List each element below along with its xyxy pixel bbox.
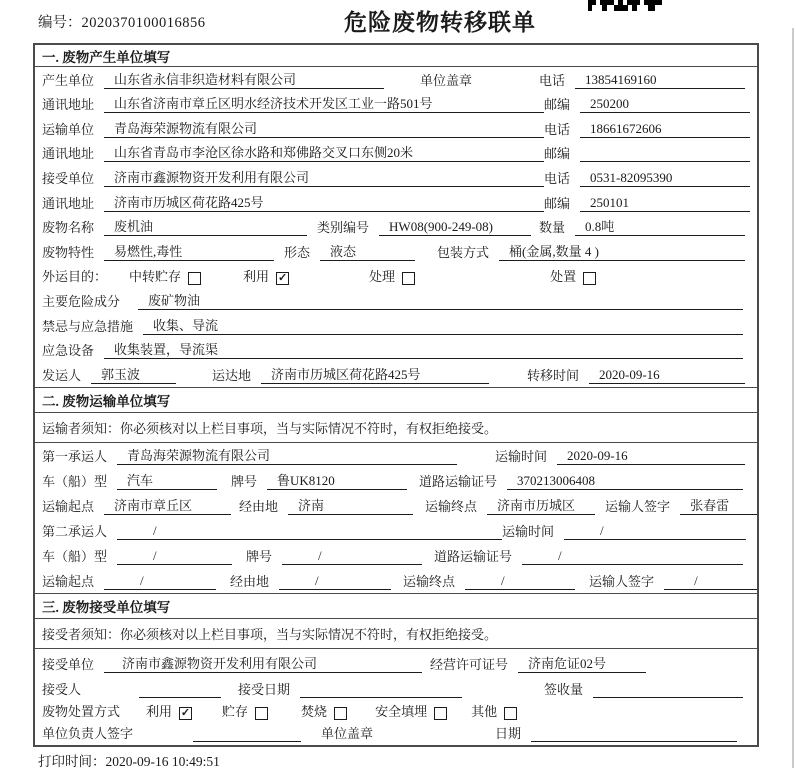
outbound-purpose-label: 外运目的： — [42, 269, 108, 285]
emergency-equipment-row — [35, 338, 757, 363]
producer-address-row — [35, 92, 757, 117]
route-start-label: 运输起点 — [42, 498, 95, 514]
receiver-person-value — [139, 681, 221, 698]
route-end-value-2: / — [465, 573, 575, 590]
checkbox-incinerate — [334, 707, 347, 720]
receiving-unit-value: 济南市鑫源物资开发利用有限公司 — [104, 653, 422, 673]
page-title: 危险废物转移联单 — [344, 10, 536, 35]
responsible-signature-label: 单位负责人签字 — [42, 725, 134, 741]
received-amount-label: 签收量 — [544, 681, 584, 697]
producer-unit-value: 山东省永信非织造材料有限公司 — [104, 69, 384, 89]
print-time-value: 2020-09-16 10:49:51 — [105, 754, 220, 769]
checkbox-utilize: ✓ — [277, 272, 288, 285]
page-edge-line — [792, 28, 794, 768]
quantity-label: 数量 — [538, 220, 565, 236]
vehicle-type-value-2: / — [117, 548, 232, 565]
disposal-option-landfill — [375, 701, 447, 720]
producer-unit-row — [35, 67, 757, 92]
waste-name-value: 废机油 — [104, 216, 307, 236]
carrier-signature-label: 运输人签字 — [605, 498, 671, 514]
option-label: 处理 — [369, 269, 396, 285]
vehicle-type-value: 汽车 — [117, 470, 217, 490]
zip-label: 邮编 — [544, 195, 571, 211]
route-start-value: 济南市章丘区 — [104, 495, 231, 515]
disposal-method-row — [35, 701, 757, 723]
checkbox-transfer-storage — [188, 272, 201, 285]
carrier-signature-label: 运输人签字 — [589, 573, 655, 589]
plate-number-value-2: / — [282, 548, 422, 565]
option-label: 利用 — [146, 703, 173, 719]
plate-number-label: 牌号 — [246, 548, 273, 564]
address-label: 通讯地址 — [42, 146, 95, 162]
waste-name-row — [35, 215, 757, 240]
disposal-option-utilize — [146, 701, 192, 720]
consignor-label: 发运人 — [42, 367, 82, 383]
phone-label: 电话 — [544, 170, 571, 186]
address-label: 通讯地址 — [42, 195, 95, 211]
category-code-label: 类别编号 — [317, 220, 370, 236]
receiver-person-row — [35, 676, 757, 701]
road-permit-value-2: / — [522, 548, 743, 565]
plate-number-label: 牌号 — [231, 473, 258, 489]
outbound-purpose-row — [35, 264, 757, 289]
hazard-components-row — [35, 288, 757, 313]
receiver-address-value: 济南市历城区荷花路425号 — [104, 192, 544, 212]
road-permit-value: 370213006408 — [507, 473, 743, 490]
option-label: 焚烧 — [301, 703, 328, 719]
producer-address-value: 山东省济南市章丘区明水经济技术开发区工业一路501号 — [104, 93, 544, 113]
print-time — [38, 750, 220, 770]
option-label: 利用 — [243, 269, 270, 285]
emergency-equipment-value: 收集装置，导流渠 — [104, 339, 743, 359]
first-carrier-value: 青岛海荣源物流有限公司 — [117, 445, 457, 465]
waste-traits-row — [35, 239, 757, 264]
transfer-form — [33, 43, 759, 747]
vehicle-type-label: 车（船）型 — [42, 548, 108, 564]
transporter-phone-value: 18661672606 — [580, 121, 750, 138]
received-amount-value — [593, 681, 743, 698]
route-row-2 — [35, 568, 757, 593]
receiver-person-label: 接受人 — [42, 681, 82, 697]
transporter-zip-value — [580, 145, 750, 162]
option-label: 中转贮存 — [129, 269, 182, 285]
disposal-method-label: 废物处置方式 — [42, 703, 121, 719]
option-label: 其他 — [471, 703, 498, 719]
disposal-option-other — [471, 701, 517, 720]
route-row-1 — [35, 493, 757, 518]
quantity-value: 0.8吨 — [575, 216, 745, 236]
receiver-unit-label: 接受单位 — [42, 170, 95, 186]
vehicle-type-label: 车（船）型 — [42, 473, 108, 489]
receiver-unit-row — [35, 165, 757, 190]
road-permit-label: 道路运输证号 — [419, 473, 498, 489]
emergency-measures-label: 禁忌与应急措施 — [42, 318, 134, 334]
transfer-time-label: 转移时间 — [526, 367, 579, 383]
transport-time-label: 运输时间 — [494, 448, 547, 464]
print-time-label: 打印时间： — [38, 754, 106, 769]
purpose-option-utilize — [243, 266, 289, 285]
vehicle-row-1 — [35, 468, 757, 493]
hazard-components-value: 废矿物油 — [138, 290, 743, 310]
transporter-address-value: 山东省青岛市李沧区徐水路和郑佛路交叉口东侧20米 — [104, 142, 544, 162]
receiver-zip-value: 250101 — [580, 195, 750, 212]
receiving-unit-label: 接受单位 — [42, 656, 95, 672]
serial-label: 编号： — [38, 15, 82, 31]
receiver-address-row — [35, 190, 757, 215]
phone-label: 电话 — [544, 121, 571, 137]
route-via-label: 经由地 — [230, 573, 270, 589]
producer-zip-value: 250200 — [580, 96, 750, 113]
receiver-phone-value: 0531-82095390 — [580, 170, 750, 187]
receiving-unit-row — [35, 649, 757, 676]
checkbox-store — [255, 707, 268, 720]
road-permit-label: 道路运输证号 — [434, 548, 513, 564]
first-carrier-label: 第一承运人 — [42, 448, 108, 464]
second-carrier-row — [35, 518, 757, 543]
transport-time-value: 2020-09-16 — [557, 448, 745, 465]
option-label: 贮存 — [222, 703, 249, 719]
section2-header: 二. 废物运输单位填写 — [35, 387, 757, 413]
unit-seal-label: 单位盖章 — [321, 725, 374, 741]
transporter-notice: 运输者须知：你必须核对以上栏目事项，当与实际情况不符时，有权拒绝接受。 — [35, 413, 757, 443]
waste-traits-value: 易燃性,毒性 — [104, 241, 274, 261]
zip-label: 邮编 — [544, 146, 571, 162]
form-state-value: 液态 — [320, 241, 415, 261]
emergency-measures-value: 收集、导流 — [143, 315, 743, 335]
checkbox-dispose — [583, 272, 596, 285]
transporter-unit-value: 青岛海荣源物流有限公司 — [104, 118, 544, 138]
packing-label: 包装方式 — [436, 244, 489, 260]
checkbox-other — [504, 707, 517, 720]
form-state-label: 形态 — [284, 244, 311, 260]
receive-date-label: 接受日期 — [238, 681, 291, 697]
emergency-equipment-label: 应急设备 — [42, 343, 95, 359]
disposal-option-store — [222, 701, 268, 720]
route-end-value: 济南市历城区 — [487, 495, 595, 515]
receive-date-value — [300, 681, 462, 698]
producer-phone-value: 13854169160 — [575, 72, 745, 89]
checkbox-landfill — [434, 707, 447, 720]
option-label: 处置 — [550, 269, 577, 285]
vehicle-row-2 — [35, 543, 757, 568]
second-carrier-label: 第二承运人 — [42, 523, 108, 539]
transfer-time-value: 2020-09-16 — [589, 367, 745, 384]
waste-name-label: 废物名称 — [42, 220, 95, 236]
date-value — [531, 725, 737, 742]
responsible-signature-row — [35, 723, 757, 745]
responsible-signature-value — [193, 725, 301, 742]
transporter-unit-row — [35, 116, 757, 141]
serial-value: 2020370100016856 — [81, 15, 206, 31]
purpose-option-dispose — [550, 266, 596, 285]
license-number-value: 济南危证02号 — [518, 653, 646, 673]
checkbox-utilize-2: ✓ — [180, 706, 191, 719]
destination-value: 济南市历城区荷花路425号 — [261, 364, 489, 384]
phone-label: 电话 — [538, 72, 565, 88]
transporter-unit-label: 运输单位 — [42, 121, 95, 137]
destination-label: 运达地 — [212, 367, 252, 383]
transporter-address-row — [35, 141, 757, 166]
route-via-label: 经由地 — [239, 498, 279, 514]
route-via-value: 济南 — [288, 495, 413, 515]
license-number-label: 经营许可证号 — [430, 656, 509, 672]
packing-value: 桶(金属,数量 4 ) — [499, 241, 745, 261]
section3-header: 三. 废物接受单位填写 — [35, 593, 757, 619]
route-start-value-2: / — [104, 573, 216, 590]
address-label: 通讯地址 — [42, 97, 95, 113]
route-via-value-2: / — [279, 573, 391, 590]
purpose-option-transfer-storage — [129, 266, 201, 285]
checkbox-treat — [402, 272, 415, 285]
route-end-label: 运输终点 — [425, 498, 478, 514]
category-code-value: HW08(900-249-08) — [379, 219, 531, 236]
zip-label: 邮编 — [544, 97, 571, 113]
route-end-label: 运输终点 — [403, 573, 456, 589]
unit-seal-label: 单位盖章 — [420, 72, 473, 88]
transport-time-value-2: / — [564, 523, 746, 540]
hazard-components-label: 主要危险成分 — [42, 293, 121, 309]
plate-number-value: 鲁UK8120 — [267, 470, 407, 490]
route-start-label: 运输起点 — [42, 573, 95, 589]
date-label: 日期 — [495, 725, 522, 741]
disposal-option-incinerate — [301, 701, 347, 720]
carrier-signature-value: 张春雷 — [680, 495, 757, 515]
transport-time-label: 运输时间 — [502, 523, 555, 539]
carrier-signature-value-2: / — [664, 573, 757, 590]
waste-traits-label: 废物特性 — [42, 244, 95, 260]
producer-unit-label: 产生单位 — [42, 72, 95, 88]
second-carrier-value: / — [117, 523, 502, 540]
emergency-measures-row — [35, 313, 757, 338]
receiver-unit-value: 济南市鑫源物资开发利用有限公司 — [104, 167, 544, 187]
first-carrier-row — [35, 443, 757, 468]
receiver-notice: 接受者须知：你必须核对以上栏目事项，当与实际情况不符时，有权拒绝接受。 — [35, 619, 757, 649]
option-label: 安全填埋 — [375, 703, 428, 719]
section1-header: 一. 废物产生单位填写 — [35, 45, 757, 67]
consignor-row — [35, 362, 757, 387]
purpose-option-treat — [369, 266, 415, 285]
consignor-value: 郭玉波 — [91, 364, 176, 384]
